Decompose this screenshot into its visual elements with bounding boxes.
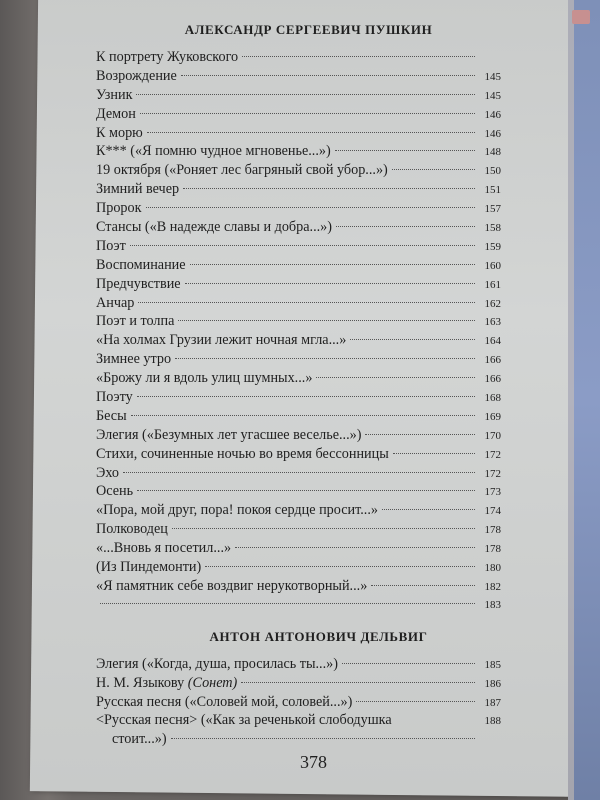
toc-entry[interactable] (96, 388, 501, 407)
entry-title: Осень (96, 483, 134, 500)
entry-page: 187 (484, 696, 501, 709)
toc-entry[interactable] (96, 180, 501, 199)
entry-title: Узник (96, 86, 133, 103)
entry-page: 188 (484, 715, 501, 728)
entry-title: Возрождение (96, 67, 177, 84)
entry-page: 148 (484, 146, 501, 159)
dot-leader (241, 682, 475, 683)
dot-leader (205, 566, 475, 567)
entry-title: К портрету Жуковского (96, 49, 239, 65)
toc-entry[interactable] (96, 674, 501, 693)
entry-title: Элегия («Когда, душа, просилась ты...») (96, 655, 338, 672)
entry-page: 178 (484, 524, 501, 537)
entry-page: 186 (484, 677, 501, 690)
dot-leader (393, 453, 475, 454)
dot-leader (183, 188, 475, 189)
toc-entry[interactable] (96, 161, 501, 180)
entry-title: Поэту (96, 389, 133, 406)
toc-entry[interactable] (96, 48, 501, 67)
entry-page: 157 (484, 203, 501, 216)
entry-page: 166 (484, 373, 501, 386)
dot-leader (336, 226, 475, 227)
entry-title: Пророк (96, 200, 142, 217)
toc-entry[interactable] (96, 501, 501, 520)
entry-page: 150 (484, 165, 501, 178)
entry-title: «Брожу ли я вдоль улиц шумных...» (96, 370, 313, 387)
toc-entry[interactable] (96, 464, 501, 483)
toc-list-pushkin (96, 48, 501, 615)
toc-entry[interactable] (96, 124, 501, 143)
toc-entry[interactable] (96, 693, 501, 712)
entry-title: Полководец (96, 521, 168, 538)
entry-page: 163 (484, 316, 501, 329)
dot-leader (137, 490, 475, 491)
entry-title: Анчар (96, 294, 135, 311)
entry-title: К*** («Я помню чудное мгновенье...») (96, 143, 331, 160)
toc-entry[interactable] (96, 655, 501, 674)
entry-title: Демон (96, 105, 136, 122)
entry-page: 145 (484, 89, 501, 102)
dot-leader (178, 320, 475, 321)
dot-leader (138, 302, 475, 303)
entry-page: 161 (484, 278, 501, 291)
entry-title-text: Н. М. Языкову (96, 674, 185, 691)
entry-title: Бесы (96, 407, 127, 424)
toc-entry[interactable] (96, 445, 501, 464)
toc-entry[interactable] (96, 105, 501, 124)
entry-page: 145 (484, 70, 501, 83)
toc-entry[interactable] (96, 218, 501, 237)
entry-title: <Русская песня> («Как за реченькой слободушка (96, 712, 392, 729)
dot-leader (242, 56, 475, 57)
table-of-contents (96, 10, 501, 749)
toc-entry[interactable] (96, 577, 501, 596)
entry-page: 172 (484, 467, 501, 480)
entry-page: 172 (484, 448, 501, 461)
entry-title: Зимнее утро (96, 351, 172, 368)
entry-page: 182 (484, 580, 501, 593)
dot-leader (185, 283, 475, 284)
entry-page: 146 (484, 108, 501, 121)
toc-entry[interactable] (96, 312, 501, 331)
entry-page: 185 (484, 658, 501, 671)
toc-entry[interactable] (96, 199, 501, 218)
toc-entry[interactable] (96, 331, 501, 350)
toc-list-delvig (96, 655, 501, 749)
entry-title: Стихи, сочиненные ночью во время бессонницы (96, 445, 389, 462)
entry-page: 162 (484, 297, 501, 310)
toc-entry[interactable] (96, 350, 501, 369)
toc-entry[interactable] (96, 539, 501, 558)
entry-page: 180 (484, 562, 501, 575)
dot-leader (365, 434, 475, 435)
dot-leader (342, 663, 475, 664)
dot-leader (316, 377, 475, 378)
entry-title: «Я памятник себе воздвиг нерукотворный...» (96, 577, 368, 594)
entry-page: 174 (484, 505, 501, 518)
page-number: 378 (300, 752, 327, 772)
entry-page: 173 (484, 486, 501, 499)
dot-leader (171, 738, 475, 739)
entry-page: 160 (484, 259, 501, 272)
dot-leader (140, 113, 475, 114)
entry-page: 168 (484, 392, 501, 405)
entry-title: Поэт (96, 237, 126, 254)
entry-page: 169 (484, 410, 501, 423)
dot-leader (146, 207, 475, 208)
toc-entry[interactable] (96, 67, 501, 86)
author-heading: АНТОН АНТОНОВИЧ ДЕЛЬВИГ (209, 628, 428, 644)
dot-leader (147, 132, 475, 133)
entry-title: стоит...») (112, 731, 167, 748)
dot-leader (172, 528, 475, 529)
dot-leader (100, 603, 475, 604)
toc-entry[interactable] (96, 407, 501, 426)
entry-title: Русская песня («Соловей мой, соловей...») (96, 693, 353, 710)
dot-leader (371, 585, 475, 586)
toc-entry[interactable] (96, 142, 501, 161)
dot-leader (175, 358, 475, 359)
bookmark-tab (572, 10, 590, 24)
dot-leader (335, 150, 475, 151)
dot-leader (137, 396, 475, 397)
entry-title: Предчувствие (96, 275, 181, 292)
entry-page: 146 (484, 127, 501, 140)
entry-page: 151 (484, 184, 501, 197)
entry-page: 158 (484, 222, 501, 235)
entry-title: «Пора, мой друг, пора! покоя сердце просит...» (96, 502, 378, 519)
entry-title: Поэт и толпа (96, 313, 175, 330)
toc-entry[interactable] (96, 275, 501, 294)
entry-title: «...Вновь я посетил...» (96, 540, 232, 557)
entry-title: Зимний вечер (96, 181, 180, 198)
toc-entry[interactable] (96, 369, 501, 388)
entry-title: (Из Пиндемонти) (96, 559, 202, 576)
entry-title-note: (Сонет) (187, 674, 238, 691)
entry-title: Эхо (96, 464, 120, 481)
toc-entry[interactable] (96, 482, 501, 501)
toc-entry[interactable] (96, 237, 501, 256)
entry-page: 178 (484, 543, 501, 556)
dot-leader (131, 415, 475, 416)
entry-page: 183 (484, 598, 501, 611)
toc-entry[interactable] (96, 86, 501, 105)
author-heading: АЛЕКСАНДР СЕРГЕЕВИЧ ПУШКИН (184, 22, 433, 37)
toc-entry[interactable] (96, 426, 501, 445)
dot-leader (350, 339, 475, 340)
toc-entry[interactable] (96, 256, 501, 275)
toc-entry-continuation[interactable] (96, 730, 501, 749)
dot-leader (382, 509, 475, 510)
dot-leader (235, 547, 475, 548)
dot-leader (356, 701, 475, 702)
dot-leader (136, 94, 475, 95)
entry-title: 19 октября («Роняет лес багряный свой убор...») (96, 162, 388, 179)
entry-title: Элегия («Безумных лет угасшее веселье...») (96, 426, 362, 443)
toc-entry[interactable] (96, 711, 501, 730)
toc-entry[interactable] (96, 558, 501, 577)
toc-entry[interactable] (96, 520, 501, 539)
entry-page: 170 (484, 429, 501, 442)
toc-entry[interactable] (96, 596, 501, 615)
toc-entry[interactable] (96, 294, 501, 313)
entry-title: «На холмах Грузии лежит ночная мгла...» (96, 332, 347, 349)
dot-leader (392, 169, 475, 170)
entry-page: 164 (484, 335, 501, 348)
entry-page: 166 (484, 354, 501, 367)
entry-title: Стансы («В надежде славы и добра...») (96, 219, 332, 236)
entry-title: К морю (96, 124, 143, 141)
dot-leader (181, 75, 475, 76)
entry-title: Воспоминание (96, 256, 186, 273)
dot-leader (130, 245, 475, 246)
entry-page: 159 (484, 240, 501, 253)
entry-title (96, 674, 237, 693)
dot-leader (123, 472, 475, 473)
book-cover-edge (568, 0, 600, 800)
dot-leader (190, 264, 475, 265)
